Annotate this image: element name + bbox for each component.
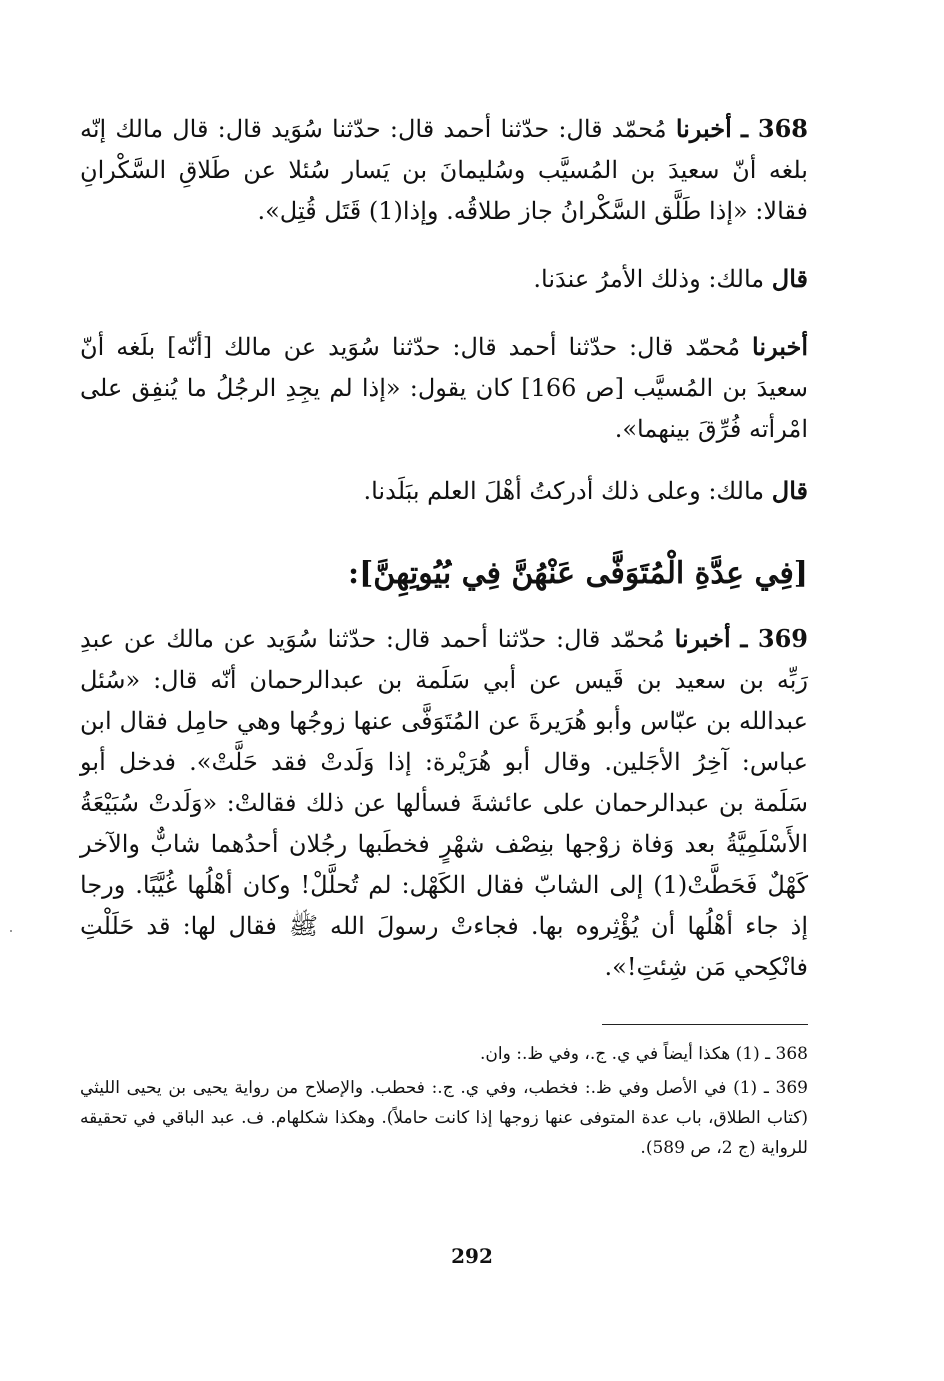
hadith-unnumbered xyxy=(80,326,808,450)
hadith-369 xyxy=(80,618,808,988)
footnote-368: 368 ـ (1) هكذا أيضاً في ي. ج.، وفي ظ.: وان. xyxy=(480,1044,808,1064)
hadith-text: مُحمّد قال: حدّثنا أحمد قال: حدّثنا سُوَيد عن مالك [أنّه] بلَغه أنّ سعيدَ بن المُسيَّب [ص 166] كان يقول: «إذا لم يجِدِ الرجُلُ ما يُنفِق على امْرأته فُرِّقَ بينهما». xyxy=(80,333,809,443)
malik-comment-1 xyxy=(80,258,808,300)
malik-comment-2 xyxy=(80,470,808,512)
hadith-number: 368 ـ xyxy=(740,114,808,143)
hadith-text: مُحمّد قال: حدّثنا أحمد قال: حدّثنا سُوَيد عن مالك عن عبدِ رَبِّه بن سعيد بن قَيس عن أبي سَلَمة بن عبدالرحمان أنّه قال: «سُئل عبدالله بن عبّاس وأبو هُرَيرةَ عن المُتَوَفَّى عنها زوجُها وهي حامِل فقال ابن عباس: آخِرُ الأجَلين. وقال أبو هُرَيْرة: إذا وَلَدتْ فقد حَلَّتْ». فدخل أبو سَلَمة بن عبدالرحمان على عائشةَ فسألها عن ذلك فقالتْ: «وَلَدتْ سُبَيْعَةُ الأَسْلَمِيَّةُ بعد وَفاة زوْجها بنِصْف شهْرٍ فخطَبها رجُلان أحدُهما شابٌّ والآخر كَهْلٌ فَحَطَّتْ(1) إلى الشابّ فقال الكَهْل: لم تُحلَّلْ! وكان أهْلُها غُيَّبًا. ورجا إذ جاء أهْلُها أن يُؤْثِروه بها. فجاءتْ رسولَ الله ﷺ فقال لها: قد حَلَلْتِ فانْكِحي مَن شِئتِ!». xyxy=(80,625,809,981)
hadith-368 xyxy=(80,108,808,232)
hadith-number: 369 ـ xyxy=(740,624,808,653)
hadith-lead: أخبرنا xyxy=(674,624,731,653)
page-number: 292 xyxy=(451,1244,493,1268)
footnote-369: 369 ـ (1) في الأصل وفي ظ.: فخطب، وفي ي. ج.: فحطب. والإصلاح من رواية يحيى بن يحيى الليثي (كتاب الطلاق، باب عدة المتوفى عنها زوجها إذا كانت حاملاً). وهكذا شكلهام. ف. عبد الباقي في تحقيقه للرواية (ج 2، ص 589). xyxy=(80,1078,808,1158)
hadith-lead: أخبرنا xyxy=(752,332,808,361)
section-heading: [فِي عِدَّةِ الْمُتَوَفَّى عَنْهُنَّ فِي بُيُوتِهِنَّ]: xyxy=(348,556,808,591)
comment-text: مالك: وذلك الأمرُ عندَنا. xyxy=(533,265,765,293)
hadith-text: مُحمّد قال: حدّثنا أحمد قال: حدّثنا سُوَيد قال: قال مالك إنّه بلغه أنّ سعيدَ بن المُسيَّب وسُليمانَ بن يَسار سُئلا عن طَلاقِ السَّكْرانِ فقالا: «إذا طَلَّق السَّكْرانُ جاز طلاقُه. وإذا(1) قَتَل قُتِل». xyxy=(80,115,808,225)
comment-lead: قال xyxy=(771,476,808,505)
hadith-lead: أخبرنا xyxy=(675,114,732,143)
scan-speck xyxy=(10,930,12,932)
comment-lead: قال xyxy=(771,264,808,293)
comment-text: مالك: وعلى ذلك أدركتُ أهْلَ العلم ببَلَدنا. xyxy=(363,477,765,505)
footnotes xyxy=(80,1039,808,1163)
